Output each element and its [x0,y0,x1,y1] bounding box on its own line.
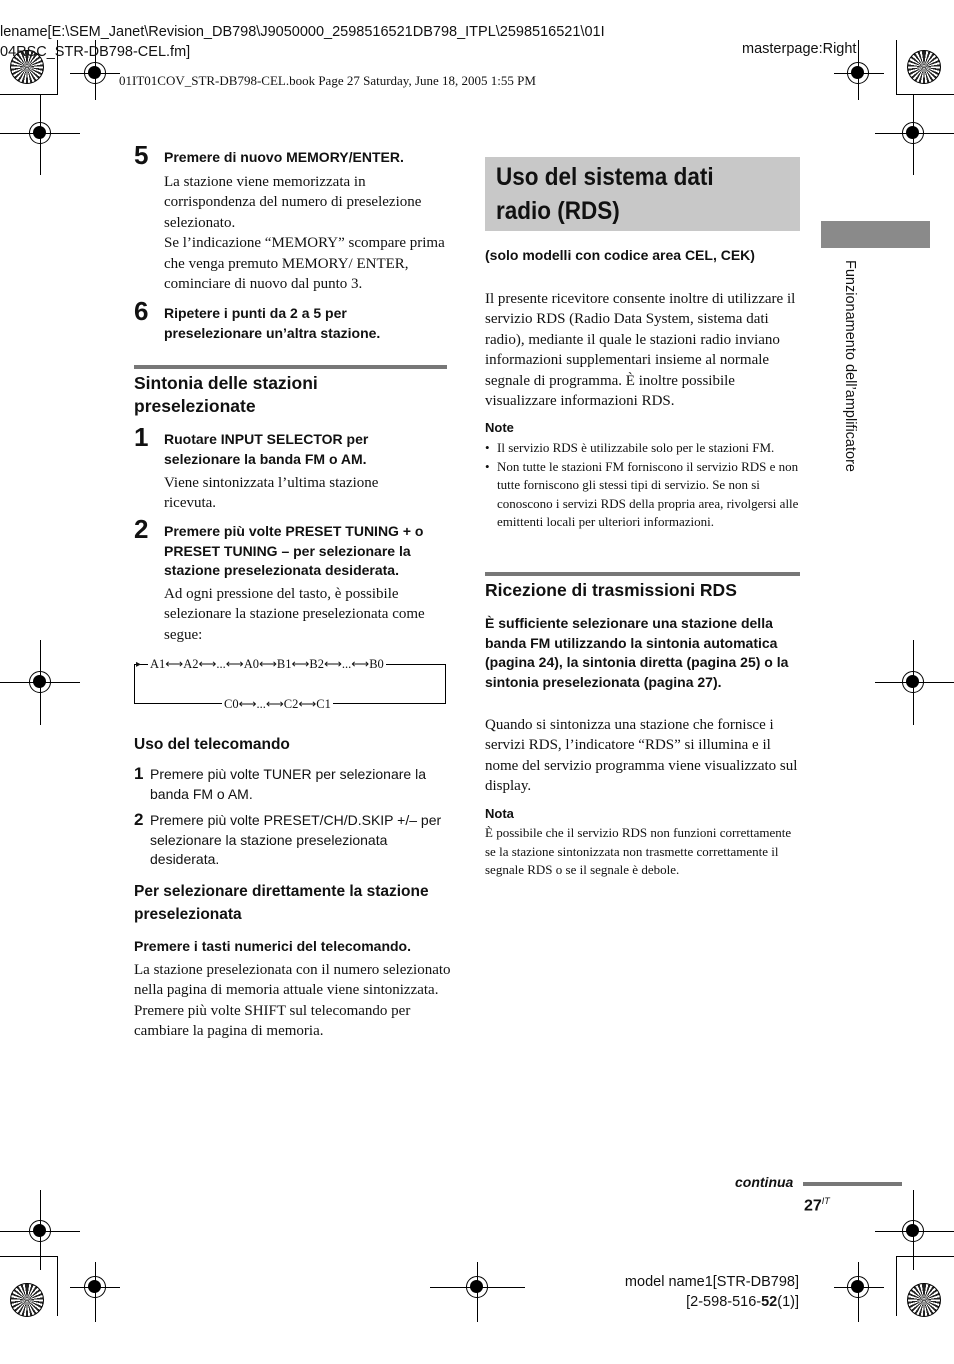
note-item: • Non tutte le stazioni FM forniscono il servizio RDS e non tutte forniscono gli stessi tipi di servizio. Se non si conoscono i servizi RDS della propria area, rivolgersi alle emittenti locali per ulteriori informazioni. [485,458,799,529]
nota-text: È possibile che il servizio RDS non funzioni correttamente se la stazione sintonizzata non trasmette correttamente il segnale RDS o se il segnale è debole. [485,825,792,877]
section-tab [821,221,930,248]
model-line-1: model name1[STR-DB798] [624,1274,799,1290]
note-list [485,439,800,532]
section-title-preset: Sintonia delle stazioni preselezionate [134,373,318,416]
filename-line-2: 04RSC_STR-DB798-CEL.fm] [0,44,191,60]
model-info [614,1272,799,1312]
step-5-body [164,172,454,294]
continua-rule [803,1182,902,1186]
side-tab-text: Funzionamento dell’amplificatore [842,260,858,472]
direct-select-body: La stazione preselezionata con il numero selezionato nella pagina di memoria attuale viene sintonizzata. Premere più volte SHIFT sul telecomando per cambiare la pagina di memoria. [134,962,451,1040]
filename-header [0,22,605,62]
page-number [804,1196,830,1215]
step-5-title: Premere di nuovo MEMORY/ENTER. [164,149,404,165]
remote-step-1-number: 1 [134,764,144,783]
note-label: Note [485,420,514,435]
rds-section-rule [485,572,800,576]
direct-select-subtitle: Premere i tasti numerici del telecomando. [134,938,411,954]
step-5-body-1: La stazione viene memorizzata in corrispondenza del numero di preselezione selezionato. [164,174,422,231]
section-rule [134,365,447,369]
cycle-top-sequence: A1⟷A2⟷...⟷A0⟷B1⟷B2⟷...⟷B0 [150,657,384,671]
remote-step-2-number: 2 [134,810,144,829]
step-6-number: 6 [134,296,149,326]
rds-banner-title: Uso del sistema dati radio (RDS) [496,163,714,225]
preset-cycle-diagram [134,656,447,712]
cycle-bottom-sequence: C0⟷...⟷C2⟷C1 [224,697,331,711]
model-line-2: [2-598-516-52(1)] [686,1294,799,1310]
remote-step-2-text: Premere più volte PRESET/CH/D.SKIP +/– per selezionare la stazione preselezionata desiderata. [150,812,442,867]
masterpage-label: masterpage:Right [742,41,857,57]
preset-step-1-title: Ruotare INPUT SELECTOR per selezionare la banda FM o AM. [164,431,369,467]
rds-reception-title: Ricezione di trasmissioni RDS [485,580,737,600]
preset-step-2-body: Ad ogni pressione del tasto, è possibile selezionare la stazione preselezionata come segue: [164,586,425,643]
side-tab-label [842,260,862,550]
continua-label: continua [735,1174,794,1190]
remote-step-1-text: Premere più volte TUNER per selezionare la banda FM o AM. [150,766,426,802]
page-language-suffix: IT [821,1196,830,1206]
rds-reception-body: Quando si sintonizza una stazione che fornisce i servizi RDS, l’indicatore “RDS” si illumina e il nome del servizio programma viene visualizzato sul display. [485,717,798,795]
rds-reception-bold: È sufficiente selezionare una stazione della banda FM utilizzando la sintonia automatica (pagina 24), la sintonia diretta (pagina 25) o la sintonia preselezionata (pagina 27). [485,615,789,690]
step-5-number: 5 [134,140,149,170]
nota-label: Nota [485,806,514,821]
preset-step-1-number: 1 [134,422,149,452]
preset-step-2-title: Premere più volte PRESET TUNING + o PRESET TUNING – per selezionare la stazione preselezionata desiderata. [164,523,424,578]
arrow-left-icon: ▸ [136,659,142,670]
preset-step-2-number: 2 [134,514,149,544]
rds-banner [485,157,800,231]
rds-subtitle: (solo modelli con codice area CEL, CEK) [485,247,755,263]
step-6-title: Ripetere i punti da 2 a 5 per preselezionare un’altra stazione. [164,305,381,341]
step-5-body-2: Se l’indicazione “MEMORY” scompare prima che venga premuto MEMORY/ ENTER, cominciare di nuovo dal punto 3. [164,235,445,293]
filename-line-1: lename[E:\SEM_Janet\Revision_DB798\J9050000_2598516521DB798_ITPL\2598516521\01I [0,24,605,40]
rds-intro: Il presente ricevitore consente inoltre di utilizzare il servizio RDS (Radio Data System, sistema dati radio), mediante il quale le stazioni radio inviano informazioni supplementari insieme al normale segnale di programma. È inoltre possibile visualizzare informazioni RDS. [485,291,796,410]
direct-select-title: Per selezionare direttamente la stazione preselezionata [134,883,429,923]
page-number-value: 27 [804,1197,822,1215]
preset-step-1-body: Viene sintonizzata l’ultima stazione ricevuta. [164,475,379,512]
remote-title: Uso del telecomando [134,736,290,753]
book-info: 01IT01COV_STR-DB798-CEL.book Page 27 Saturday, June 18, 2005 1:55 PM [119,73,536,88]
note-item: • Il servizio RDS è utilizzabile solo per le stazioni FM. [485,440,775,455]
